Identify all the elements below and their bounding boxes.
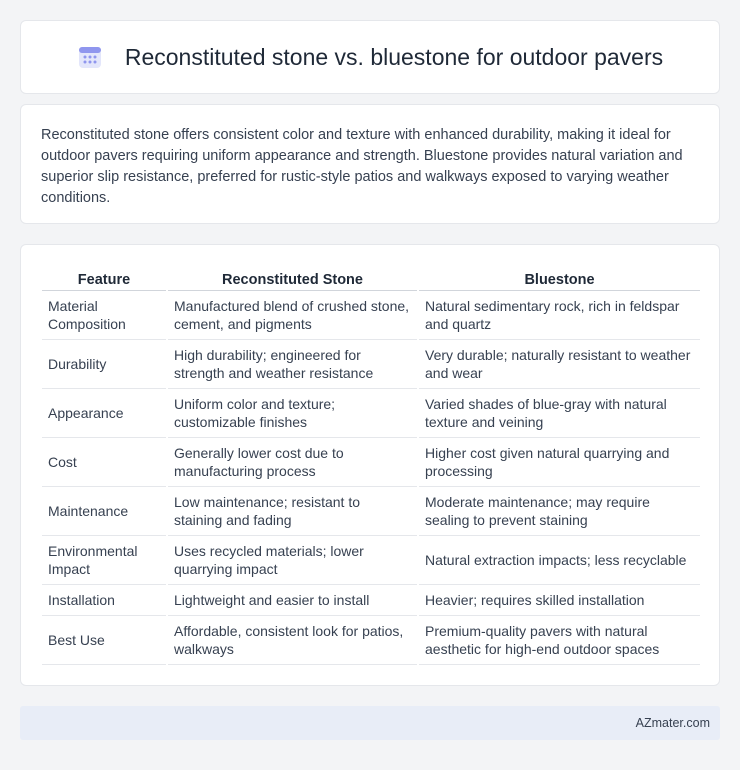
header-bluestone: Bluestone [419,265,700,291]
reconstituted-cell: Generally lower cost due to manufacturing process [168,438,417,487]
bluestone-cell: Premium-quality pavers with natural aesthetic for high-end outdoor spaces [419,616,700,665]
header-reconstituted-stone: Reconstituted Stone [168,265,417,291]
table-header-row [42,265,700,291]
footer-bar [20,706,720,740]
table-row [42,438,700,487]
feature-cell: Environmental Impact [42,536,166,585]
feature-cell: Cost [42,438,166,487]
table-row [42,340,700,389]
feature-cell: Appearance [42,389,166,438]
comparison-table [40,265,702,665]
bluestone-cell: Moderate maintenance; may require sealing to prevent staining [419,487,700,536]
reconstituted-cell: Low maintenance; resistant to staining and fading [168,487,417,536]
bluestone-cell: Very durable; naturally resistant to weather and wear [419,340,700,389]
table-row [42,585,700,616]
bluestone-cell: Natural extraction impacts; less recyclable [419,536,700,585]
footer-brand[interactable]: AZmater.com [635,716,710,730]
reconstituted-cell: Lightweight and easier to install [168,585,417,616]
feature-cell: Material Composition [42,291,166,340]
table-row [42,536,700,585]
feature-cell: Installation [42,585,166,616]
feature-cell: Durability [42,340,166,389]
page-title: Reconstituted stone vs. bluestone for outdoor pavers [124,43,664,70]
reconstituted-cell: Uses recycled materials; lower quarrying impact [168,536,417,585]
summary-paragraph: Reconstituted stone offers consistent color and texture with enhanced durability, making it ideal for outdoor pavers requiring uniform appearance and strength. Bluestone provides natural variation and superior slip resistance, preferred for rustic-style patios and walkways exposed to varying weather conditions. [41,127,683,206]
summary-card [20,104,720,224]
title-card [20,20,720,94]
bluestone-cell: Higher cost given natural quarrying and processing [419,438,700,487]
header-feature: Feature [42,265,166,291]
table-row [42,487,700,536]
table-row [42,291,700,340]
comparison-table-card [20,244,720,686]
reconstituted-cell: Uniform color and texture; customizable finishes [168,389,417,438]
bluestone-cell: Heavier; requires skilled installation [419,585,700,616]
feature-cell: Best Use [42,616,166,665]
bluestone-cell: Natural sedimentary rock, rich in feldspar and quartz [419,291,700,340]
feature-cell: Maintenance [42,487,166,536]
bluestone-cell: Varied shades of blue-gray with natural texture and veining [419,389,700,438]
table-row [42,389,700,438]
table-row [42,616,700,665]
reconstituted-cell: Manufactured blend of crushed stone, cement, and pigments [168,291,417,340]
calendar-icon [77,44,103,70]
reconstituted-cell: Affordable, consistent look for patios, walkways [168,616,417,665]
reconstituted-cell: High durability; engineered for strength and weather resistance [168,340,417,389]
